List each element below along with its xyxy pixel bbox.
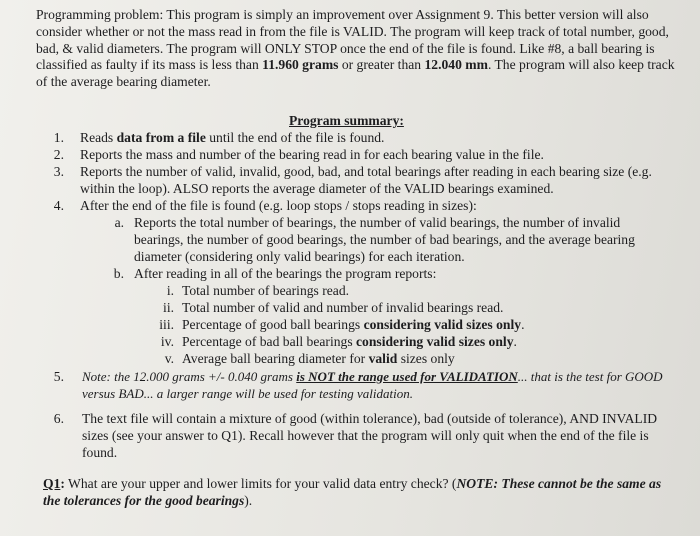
question-1-text: What are your upper and lower limits for your valid data entry check? ( (64, 476, 457, 491)
item-b: After reading in all of the bearings the program reports: (134, 266, 437, 281)
upper-limit: 12.040 mm (424, 57, 488, 73)
subitem-i-number: i. (166, 283, 174, 298)
item-1-text-b: data from a file (116, 130, 206, 145)
subitem-i: Total number of bearings read. (182, 283, 350, 298)
subitem-iii-text-b: considering valid sizes only (363, 317, 522, 332)
question-1-colon: : (60, 476, 65, 491)
subitem-iii (182, 317, 672, 334)
item-a-letter: a. (114, 215, 124, 230)
item-6-number: 6. (53, 411, 64, 426)
intro-text-2: or greater than (338, 57, 425, 73)
item-1-text-c: until the end of the file is found. (205, 130, 385, 145)
subitem-iv-text-c: . (513, 334, 517, 349)
intro-text-1: Programming problem: This program is simply an improvement over Assignment 9. This better version will also consider whether or not the mass read in from the file is VALID. The program will keep track of total number, good, bad, & valid diameters. The program will ONLY STOP once the end of the file is found. Like #8, a ball bearing is classified as faulty if its mass is less than (36, 7, 669, 73)
item-5-text-c: ... that is the test for GOOD versus BAD... a larger range will be used for testing validation. (82, 369, 663, 401)
item-5-text-a: Note: the 12.000 grams +/- 0.040 grams (82, 369, 297, 384)
subitem-ii: Total number of valid and number of invalid bearings read. (182, 300, 504, 315)
subitem-iii-number: iii. (159, 317, 174, 332)
subitem-iv-text-b: considering valid sizes only (356, 334, 514, 349)
subitem-v-text-c: sizes only (397, 351, 455, 366)
subitem-v-text-a: Average ball bearing diameter for (182, 351, 369, 366)
item-3: Reports the number of valid, invalid, good, bad, and total bearings after reading in each bearing size (e.g. within the loop). ALSO reports the average diameter of the VALID bearings examined. (80, 164, 652, 196)
subitem-iv-text-a: Percentage of bad ball bearings (182, 334, 357, 349)
intro-text-3: . The program will also keep track of the average bearing diameter. (36, 57, 675, 90)
question-1-end: ). (244, 492, 253, 508)
subitem-iii-text-a: Percentage of good ball bearings (182, 317, 364, 332)
question-1-note: NOTE: These cannot be the same as the tolerances for the good bearings (43, 476, 662, 508)
item-5-number: 5. (53, 369, 64, 384)
question-1-label: Q1 (43, 476, 61, 491)
item-1 (80, 130, 680, 147)
item-1-number: 1. (53, 130, 64, 145)
item-4: After the end of the file is found (e.g. loop stops / stops reading in sizes): (80, 198, 477, 213)
subitem-v-number: v. (164, 351, 174, 366)
item-5-text-b: is NOT the range used for VALIDATION (296, 369, 518, 384)
item-4-number: 4. (53, 198, 64, 213)
item-2: Reports the mass and number of the bearing read in for each bearing value in the file. (80, 147, 544, 162)
item-5 (82, 369, 676, 403)
subitem-v (182, 351, 672, 368)
intro-paragraph (36, 7, 676, 91)
question-1 (43, 476, 673, 510)
subitem-iv-number: iv. (160, 334, 174, 349)
program-summary-title: Program summary: (289, 113, 404, 128)
item-a: Reports the total number of bearings, the number of valid bearings, the number of invalid bearings, the number of good bearings, the number of bad bearings, and the average bearing diameter (considering only valid bearings) for each iteration. (134, 215, 635, 264)
subitem-iii-text-c: . (521, 317, 525, 332)
subitem-iv (182, 334, 672, 351)
item-1-text-a: Reads (80, 130, 117, 145)
item-b-letter: b. (113, 266, 124, 281)
item-6: The text file will contain a mixture of good (within tolerance), bad (outside of tolerance), AND INVALID sizes (see your answer to Q1). Recall however that the program will only quit when the end of the file is found. (82, 411, 658, 460)
item-3-number: 3. (53, 164, 64, 179)
lower-limit: 11.960 grams (262, 57, 339, 73)
item-2-number: 2. (53, 147, 64, 162)
subitem-v-text-b: valid (368, 351, 398, 366)
subitem-ii-number: ii. (163, 300, 174, 315)
